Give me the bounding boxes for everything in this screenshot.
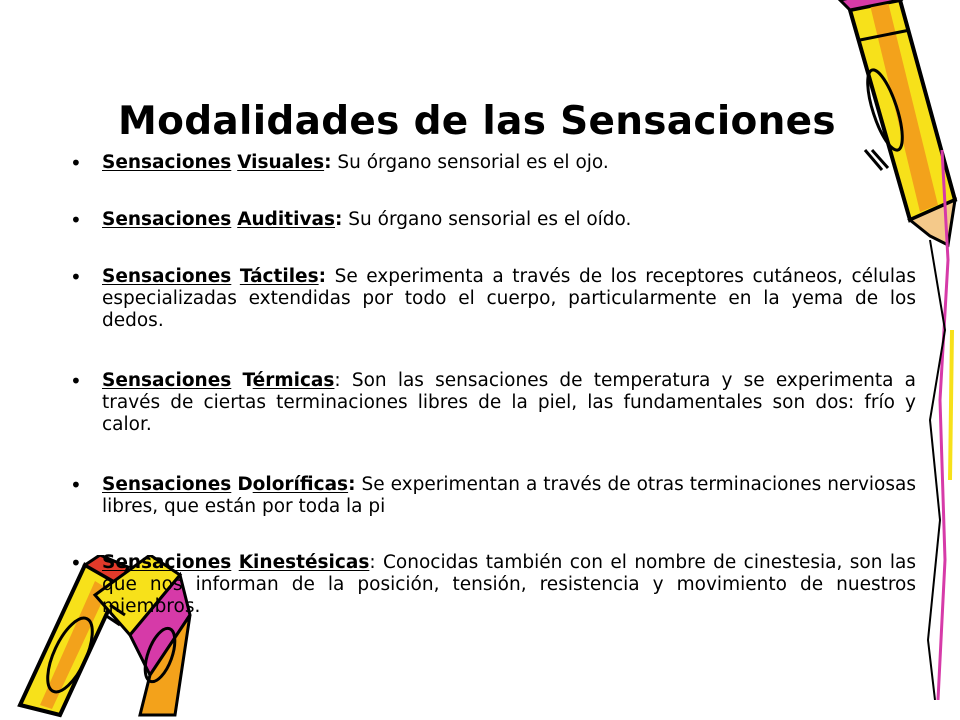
bullet-glyph: • (70, 208, 82, 232)
bullet-term-modality: Auditivas (237, 209, 335, 230)
bullet-term-modality: Táctiles (239, 266, 319, 287)
bullet-separator: : (335, 209, 343, 230)
bullet-term: Sensaciones (102, 474, 232, 495)
bullet-term-modality: Visuales (237, 152, 325, 173)
bullet-term-modality: oloríficas (252, 474, 349, 495)
bullet-text: Su órgano sensorial es el ojo. (331, 152, 609, 173)
bullet-text: Su órgano sensorial es el oído. (342, 209, 632, 230)
bullet-term: Sensaciones (102, 152, 232, 173)
bullet-glyph: • (70, 551, 82, 575)
bullet-term: Sensaciones (102, 209, 232, 230)
bullet-tactiles (102, 266, 916, 332)
bullet-term: Sensaciones (102, 552, 232, 573)
bullet-separator: : (318, 266, 327, 287)
slide-title: Modalidades de las Sensaciones (118, 99, 836, 144)
bullet-term: Sensaciones (102, 266, 232, 287)
bullet-doloroficas (102, 474, 916, 518)
bullet-glyph: • (70, 265, 82, 289)
bullet-visuales (102, 152, 916, 174)
bullet-text: Conocidas también con el nombre de cinestesia, son las que nos informan de la posición, tensión, resistencia y movimiento de nuestros miembros. (102, 552, 916, 617)
bullet-text: Son las sensaciones de temperatura y se experimenta a través de ciertas terminaciones libres de la piel, las fundamentales son dos: frío y calor. (102, 370, 916, 435)
bullet-auditivas (102, 209, 916, 231)
bullet-separator: : (324, 152, 332, 173)
bullet-term: Sensaciones (102, 370, 232, 391)
bullet-termicas (102, 370, 916, 436)
bullet-kinestesicas (102, 552, 916, 618)
bullet-term-modality: érmicas (252, 370, 335, 391)
bullet-text: Se experimenta a través de los receptores cutáneos, células especializadas extendidas por todo el cuerpo, particularmente en la yema de los dedos. (102, 266, 916, 331)
bullet-glyph: • (70, 151, 82, 175)
bullet-separator: : (369, 552, 376, 573)
bullet-separator: : (348, 474, 356, 495)
bullet-text: Se experimentan a través de otras terminaciones nerviosas libres, que están por toda la pi (102, 474, 916, 517)
bullet-glyph: • (70, 369, 82, 393)
bullet-term-initial: D (237, 474, 253, 495)
bullet-glyph: • (70, 473, 82, 497)
bullet-term-modality: Kinestésicas (238, 552, 370, 573)
bullet-separator: : (334, 370, 341, 391)
bullet-term-initial: T (242, 370, 253, 391)
